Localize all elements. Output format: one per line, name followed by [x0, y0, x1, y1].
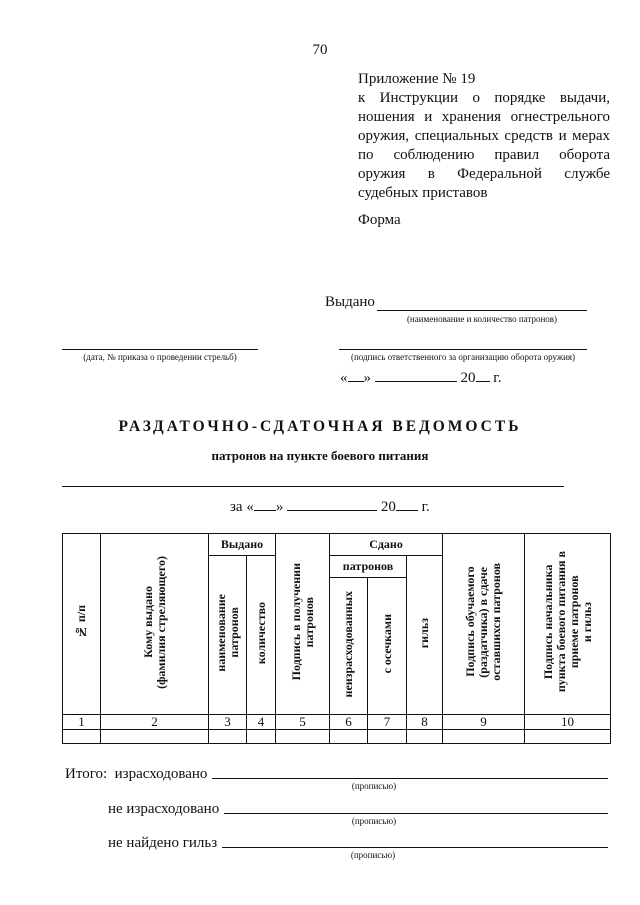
quote-close: » [363, 370, 371, 386]
year-prefix: 20 [460, 370, 476, 386]
column-number: 2 [101, 715, 209, 730]
appendix-line: ношения и хранения огнестрельного [358, 109, 610, 125]
casings-not-found-caption: (прописью) [350, 850, 396, 860]
table-cell[interactable] [247, 730, 276, 744]
appendix-line: судебных приставов [358, 185, 488, 201]
order-date-caption: (дата, № приказа о проведении стрельб) [83, 352, 237, 362]
appendix-line: оружия, специальных средств и мерах [358, 128, 610, 144]
column-number: 9 [443, 715, 525, 730]
col-header-number: № п/п [63, 534, 101, 715]
col-header-quantity: количество [247, 556, 276, 715]
date-prefix: за « [230, 499, 254, 515]
totals-spent-row [65, 766, 207, 783]
table-cell[interactable] [101, 730, 209, 744]
table-row[interactable] [63, 730, 611, 744]
column-number: 5 [276, 715, 330, 730]
form-label: Форма [358, 212, 401, 228]
not-spent-caption: (прописью) [351, 816, 397, 826]
page-number: 70 [312, 42, 328, 58]
table-cell[interactable] [276, 730, 330, 744]
column-number: 3 [209, 715, 247, 730]
col-header-misfire: с осечками [368, 578, 407, 715]
issued-caption: (наименование и количество патронов) [406, 314, 558, 324]
table-cell[interactable] [407, 730, 443, 744]
year-prefix: 20 [380, 499, 396, 515]
subgroup-header-cartridges: патронов [330, 556, 407, 578]
responsible-signature-line[interactable] [339, 349, 587, 350]
day-blank[interactable] [348, 368, 364, 382]
group-header-issued: Выдано [209, 534, 276, 556]
column-number: 6 [330, 715, 368, 730]
col-header-issued-to: Кому выдано (фамилия стреляющего) [101, 534, 209, 715]
column-number: 8 [407, 715, 443, 730]
responsible-signature-caption: (подпись ответственного за организацию оборота оружия) [350, 352, 576, 362]
group-header-returned: Сдано [330, 534, 443, 556]
not-spent-field-line[interactable] [224, 813, 608, 814]
casings-not-found-field-line[interactable] [222, 847, 608, 848]
casings-not-found-label: не найдено гильз [108, 835, 218, 851]
spent-field-line[interactable] [212, 778, 608, 779]
appendix-line: к Инструкции о порядке выдачи, [358, 90, 610, 106]
col-header-unspent: неизрасходованных [330, 578, 368, 715]
column-number-row [63, 715, 611, 730]
year-blank[interactable] [476, 368, 490, 382]
ammunition-table [62, 533, 611, 744]
issued-field-line[interactable] [377, 310, 587, 311]
document-title: РАЗДАТОЧНО-СДАТОЧНАЯ ВЕДОМОСТЬ [118, 418, 522, 435]
spent-label: израсходовано [114, 766, 208, 782]
not-spent-label: не израсходовано [108, 801, 220, 817]
col-header-signature-receipt: Подпись в получении патронов [276, 534, 330, 715]
column-number: 1 [63, 715, 101, 730]
statement-date [230, 497, 430, 516]
issued-label: Выдано [325, 294, 375, 310]
quote-open: « [340, 370, 348, 386]
table-cell[interactable] [209, 730, 247, 744]
column-number: 4 [247, 715, 276, 730]
col-header-cartridge-name: наименование патронов [209, 556, 247, 715]
appendix-line: оружия в Федеральной службе [358, 166, 610, 182]
table-cell[interactable] [368, 730, 407, 744]
year-blank[interactable] [396, 497, 418, 511]
table-cell[interactable] [525, 730, 611, 744]
table-cell[interactable] [443, 730, 525, 744]
appendix-line: по соблюдению правил оборота [358, 147, 610, 163]
col-header-casings: гильз [407, 556, 443, 715]
totals-label: Итого: [65, 766, 108, 782]
month-blank[interactable] [287, 497, 377, 511]
month-blank[interactable] [375, 368, 457, 382]
year-suffix: г. [493, 370, 502, 386]
table-cell[interactable] [330, 730, 368, 744]
column-number: 7 [368, 715, 407, 730]
col-header-trainee-signature: Подпись обучаемого (раздатчика) в сдаче оставшихся патронов [443, 534, 525, 715]
quote-close: » [275, 499, 284, 515]
order-date-field-line[interactable] [62, 349, 258, 350]
day-blank[interactable] [254, 497, 276, 511]
year-suffix: г. [421, 499, 430, 515]
title-underline[interactable] [62, 486, 564, 487]
column-number: 10 [525, 715, 611, 730]
col-header-chief-signature: Подпись начальника пункта боевого питания в приеме патронов и гильз [525, 534, 611, 715]
table-cell[interactable] [63, 730, 101, 744]
signature-date [340, 368, 501, 387]
appendix-header [358, 70, 610, 203]
spent-caption: (прописью) [351, 781, 397, 791]
appendix-line: Приложение № 19 [358, 71, 476, 87]
document-subtitle: патронов на пункте боевого питания [211, 448, 429, 463]
